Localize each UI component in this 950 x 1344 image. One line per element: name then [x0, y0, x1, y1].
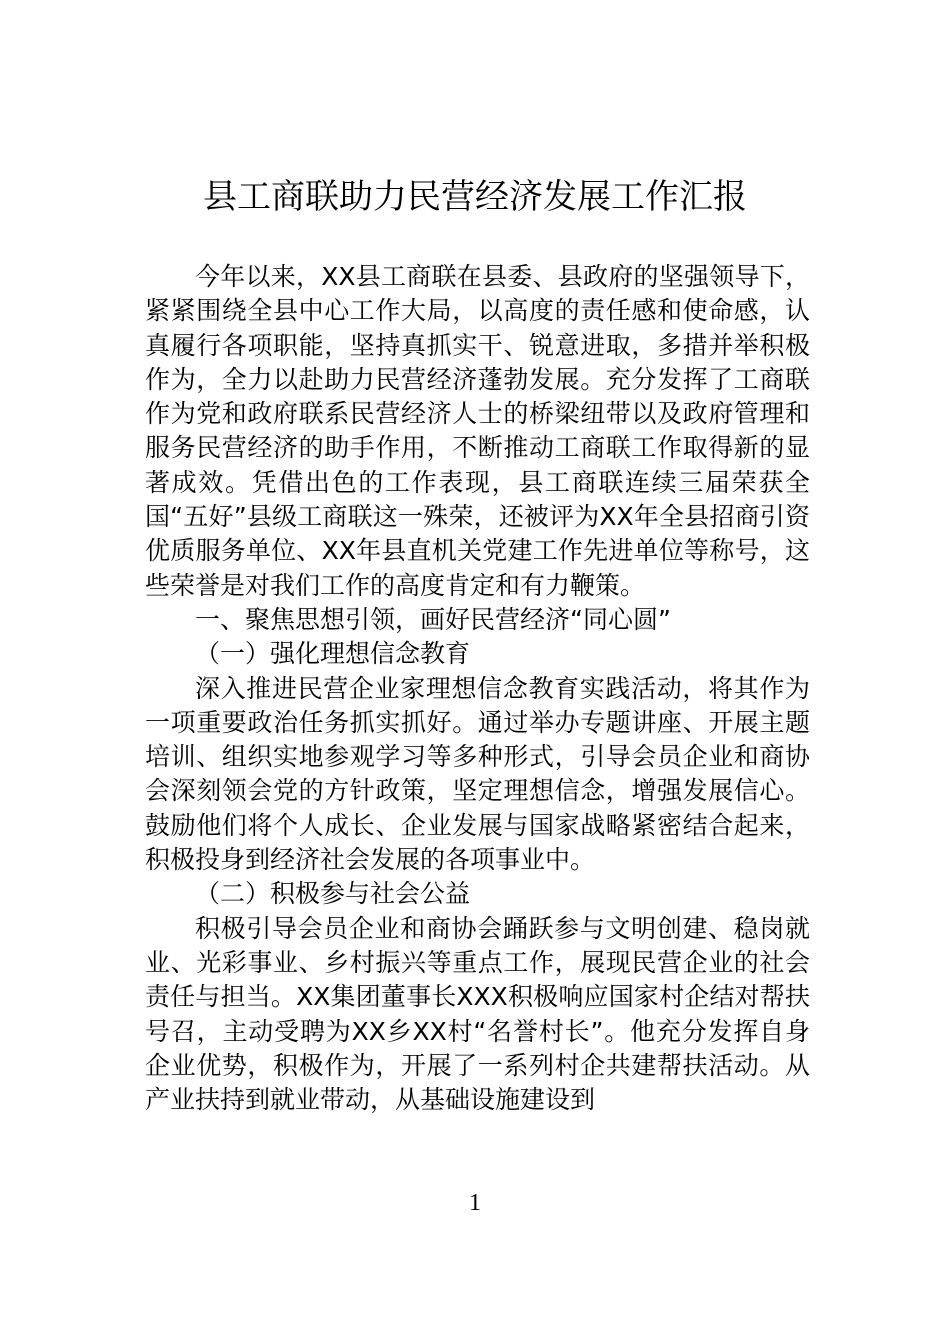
document-body: [145, 260, 810, 1117]
subsection-2-paragraph: 积极引导会员企业和商协会踊跃参与文明创建、稳岗就业、光彩事业、乡村振兴等重点工作，展现民营企业的社会责任与担当。XX集团董事长XXX积极响应国家村企结对帮扶号召，主动受聘为XX乡XX村“名誉村长”。他充分发挥自身企业优势，积极作为，开展了一系列村企共建帮扶活动。从产业扶持到就业带动，从基础设施建设到: [145, 913, 810, 1115]
page-number: 1: [469, 1190, 481, 1216]
document-title: 县工商联助力民营经济发展工作汇报: [203, 177, 747, 217]
subsection-heading-1: （一）强化理想信念教育: [195, 639, 471, 669]
subsection-heading-2: （二）积极参与社会公益: [195, 879, 471, 909]
intro-paragraph: 今年以来，XX县工商联在县委、县政府的坚强领导下，紧紧围绕全县中心工作大局，以高度的责任感和使命感，认真履行各项职能，坚持真抓实干、锐意进取，多措并举积极作为，全力以赴助力民营经济蓬勃发展。充分发挥了工商联作为党和政府联系民营经济人士的桥梁纽带以及政府管理和服务民营经济的助手作用，不断推动工商联工作取得新的显著成效。凭借出色的工作表现，县工商联连续三届荣获全国“五好”县级工商联这一殊荣，还被评为XX年全县招商引资优质服务单位、XX年县直机关党建工作先进单位等称号，这些荣誉是对我们工作的高度肯定和有力鞭策。: [145, 262, 810, 600]
section-heading-1: 一、聚焦思想引领，画好民营经济“同心圆”: [195, 604, 671, 634]
subsection-1-paragraph: 深入推进民营企业家理想信念教育实践活动，将其作为一项重要政治任务抓实抓好。通过举办专题讲座、开展主题培训、组织实地参观学习等多种形式，引导会员企业和商协会深刻领会党的方针政策，坚定理想信念，增强发展信心。鼓励他们将个人成长、企业发展与国家战略紧密结合起来，积极投身到经济社会发展的各项事业中。: [145, 673, 810, 875]
